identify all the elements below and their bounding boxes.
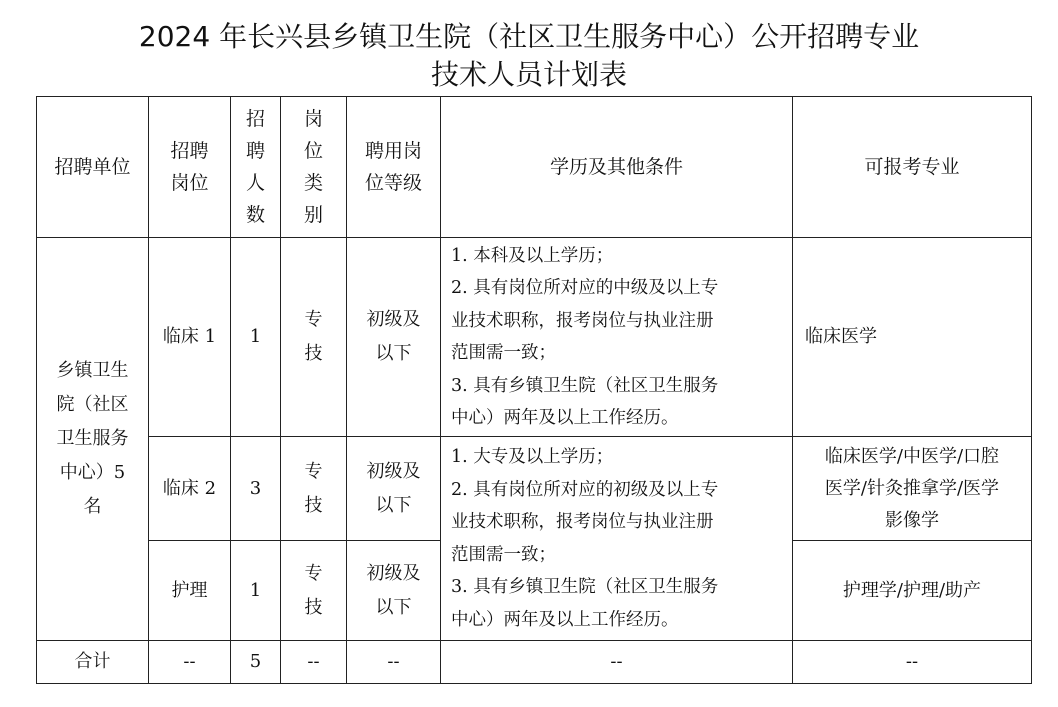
header-level-line: 位等级 xyxy=(364,172,422,194)
condition-line: 3. 具有乡镇卫生院（社区卫生服务 xyxy=(451,375,719,396)
header-category-char: 岗 xyxy=(303,108,323,130)
condition-line: 范围需一致； xyxy=(451,544,556,565)
header-count-char: 聘 xyxy=(245,140,265,162)
category-char: 技 xyxy=(304,596,323,618)
header-position xyxy=(149,97,231,238)
header-category-char: 别 xyxy=(303,204,323,226)
header-conditions: 学历及其他条件 xyxy=(441,97,793,238)
header-level xyxy=(347,97,441,238)
cell-position: 护理 xyxy=(149,541,231,641)
header-count-char: 人 xyxy=(245,172,265,194)
category-char: 专 xyxy=(304,309,323,330)
header-majors: 可报考专业 xyxy=(793,97,1032,238)
table-row-clinical-1 xyxy=(37,238,1032,437)
cell-position: 临床 2 xyxy=(149,437,231,541)
level-line: 以下 xyxy=(375,596,412,618)
condition-line: 业技术职称，报考岗位与执业注册 xyxy=(451,512,714,532)
cell-recruiting-unit xyxy=(37,238,149,641)
header-count-char: 招 xyxy=(245,108,265,130)
cell-category xyxy=(281,238,347,437)
condition-line: 中心）两年及以上工作经历。 xyxy=(451,609,679,630)
condition-line: 2. 具有岗位所对应的中级及以上专 xyxy=(451,278,719,298)
unit-line: 乡镇卫生 xyxy=(56,360,129,381)
cell-count: 3 xyxy=(231,437,281,541)
level-line: 初级及 xyxy=(366,460,421,482)
total-count: 5 xyxy=(231,641,281,684)
header-unit: 招聘单位 xyxy=(37,97,149,238)
header-category xyxy=(281,97,347,238)
header-count xyxy=(231,97,281,238)
condition-line: 2. 具有岗位所对应的初级及以上专 xyxy=(451,479,719,500)
unit-line: 名 xyxy=(83,496,102,517)
major-line: 临床医学/中医学/口腔 xyxy=(824,445,1000,467)
header-position-line: 岗位 xyxy=(170,172,209,194)
cell-count: 1 xyxy=(231,238,281,437)
document-title-line-2: 技术人员计划表 xyxy=(430,58,627,91)
recruitment-plan-table xyxy=(36,96,1032,684)
header-category-char: 类 xyxy=(303,172,323,194)
total-level: -- xyxy=(347,641,441,684)
cell-level xyxy=(347,541,441,641)
cell-position: 临床 1 xyxy=(149,238,231,437)
level-line: 以下 xyxy=(375,343,412,364)
category-char: 技 xyxy=(304,343,323,364)
cell-level xyxy=(347,437,441,541)
cell-majors xyxy=(793,437,1032,541)
cell-conditions xyxy=(441,238,793,437)
cell-count: 1 xyxy=(231,541,281,641)
condition-line: 业技术职称，报考岗位与执业注册 xyxy=(451,310,714,331)
cell-level xyxy=(347,238,441,437)
condition-line: 范围需一致； xyxy=(451,343,556,363)
header-count-char: 数 xyxy=(245,204,265,226)
category-char: 技 xyxy=(304,494,323,516)
header-row xyxy=(37,97,1032,238)
major-line: 影像学 xyxy=(885,509,939,531)
header-position-line: 招聘 xyxy=(170,140,209,162)
condition-line: 1. 大专及以上学历； xyxy=(451,447,614,467)
level-line: 初级及 xyxy=(366,309,421,330)
category-char: 专 xyxy=(304,562,323,584)
unit-line: 卫生服务 xyxy=(56,428,129,449)
total-majors: -- xyxy=(793,641,1032,684)
condition-line: 中心）两年及以上工作经历。 xyxy=(451,408,679,428)
total-label: 合计 xyxy=(37,641,149,684)
cell-majors: 临床医学 xyxy=(793,238,1032,437)
table-row-clinical-2 xyxy=(37,437,1032,541)
cell-category xyxy=(281,541,347,641)
major-line: 医学/针灸推拿学/医学 xyxy=(824,477,1000,499)
total-row xyxy=(37,641,1032,684)
condition-line: 1. 本科及以上学历； xyxy=(451,245,614,266)
cell-shared-conditions xyxy=(441,437,793,641)
level-line: 以下 xyxy=(375,494,412,516)
header-category-char: 位 xyxy=(303,140,323,162)
document-title-line-1: 2024 年长兴县乡镇卫生院（社区卫生服务中心）公开招聘专业 xyxy=(138,20,920,53)
unit-line: 院（社区 xyxy=(56,394,129,415)
unit-line: 中心）5 xyxy=(59,462,126,483)
condition-line: 3. 具有乡镇卫生院（社区卫生服务 xyxy=(451,577,719,597)
level-line: 初级及 xyxy=(366,562,421,584)
cell-category xyxy=(281,437,347,541)
category-char: 专 xyxy=(304,460,323,482)
total-category: -- xyxy=(281,641,347,684)
cell-majors: 护理学/护理/助产 xyxy=(793,541,1032,641)
total-position: -- xyxy=(149,641,231,684)
header-level-line: 聘用岗 xyxy=(364,140,422,162)
total-conditions: -- xyxy=(441,641,793,684)
